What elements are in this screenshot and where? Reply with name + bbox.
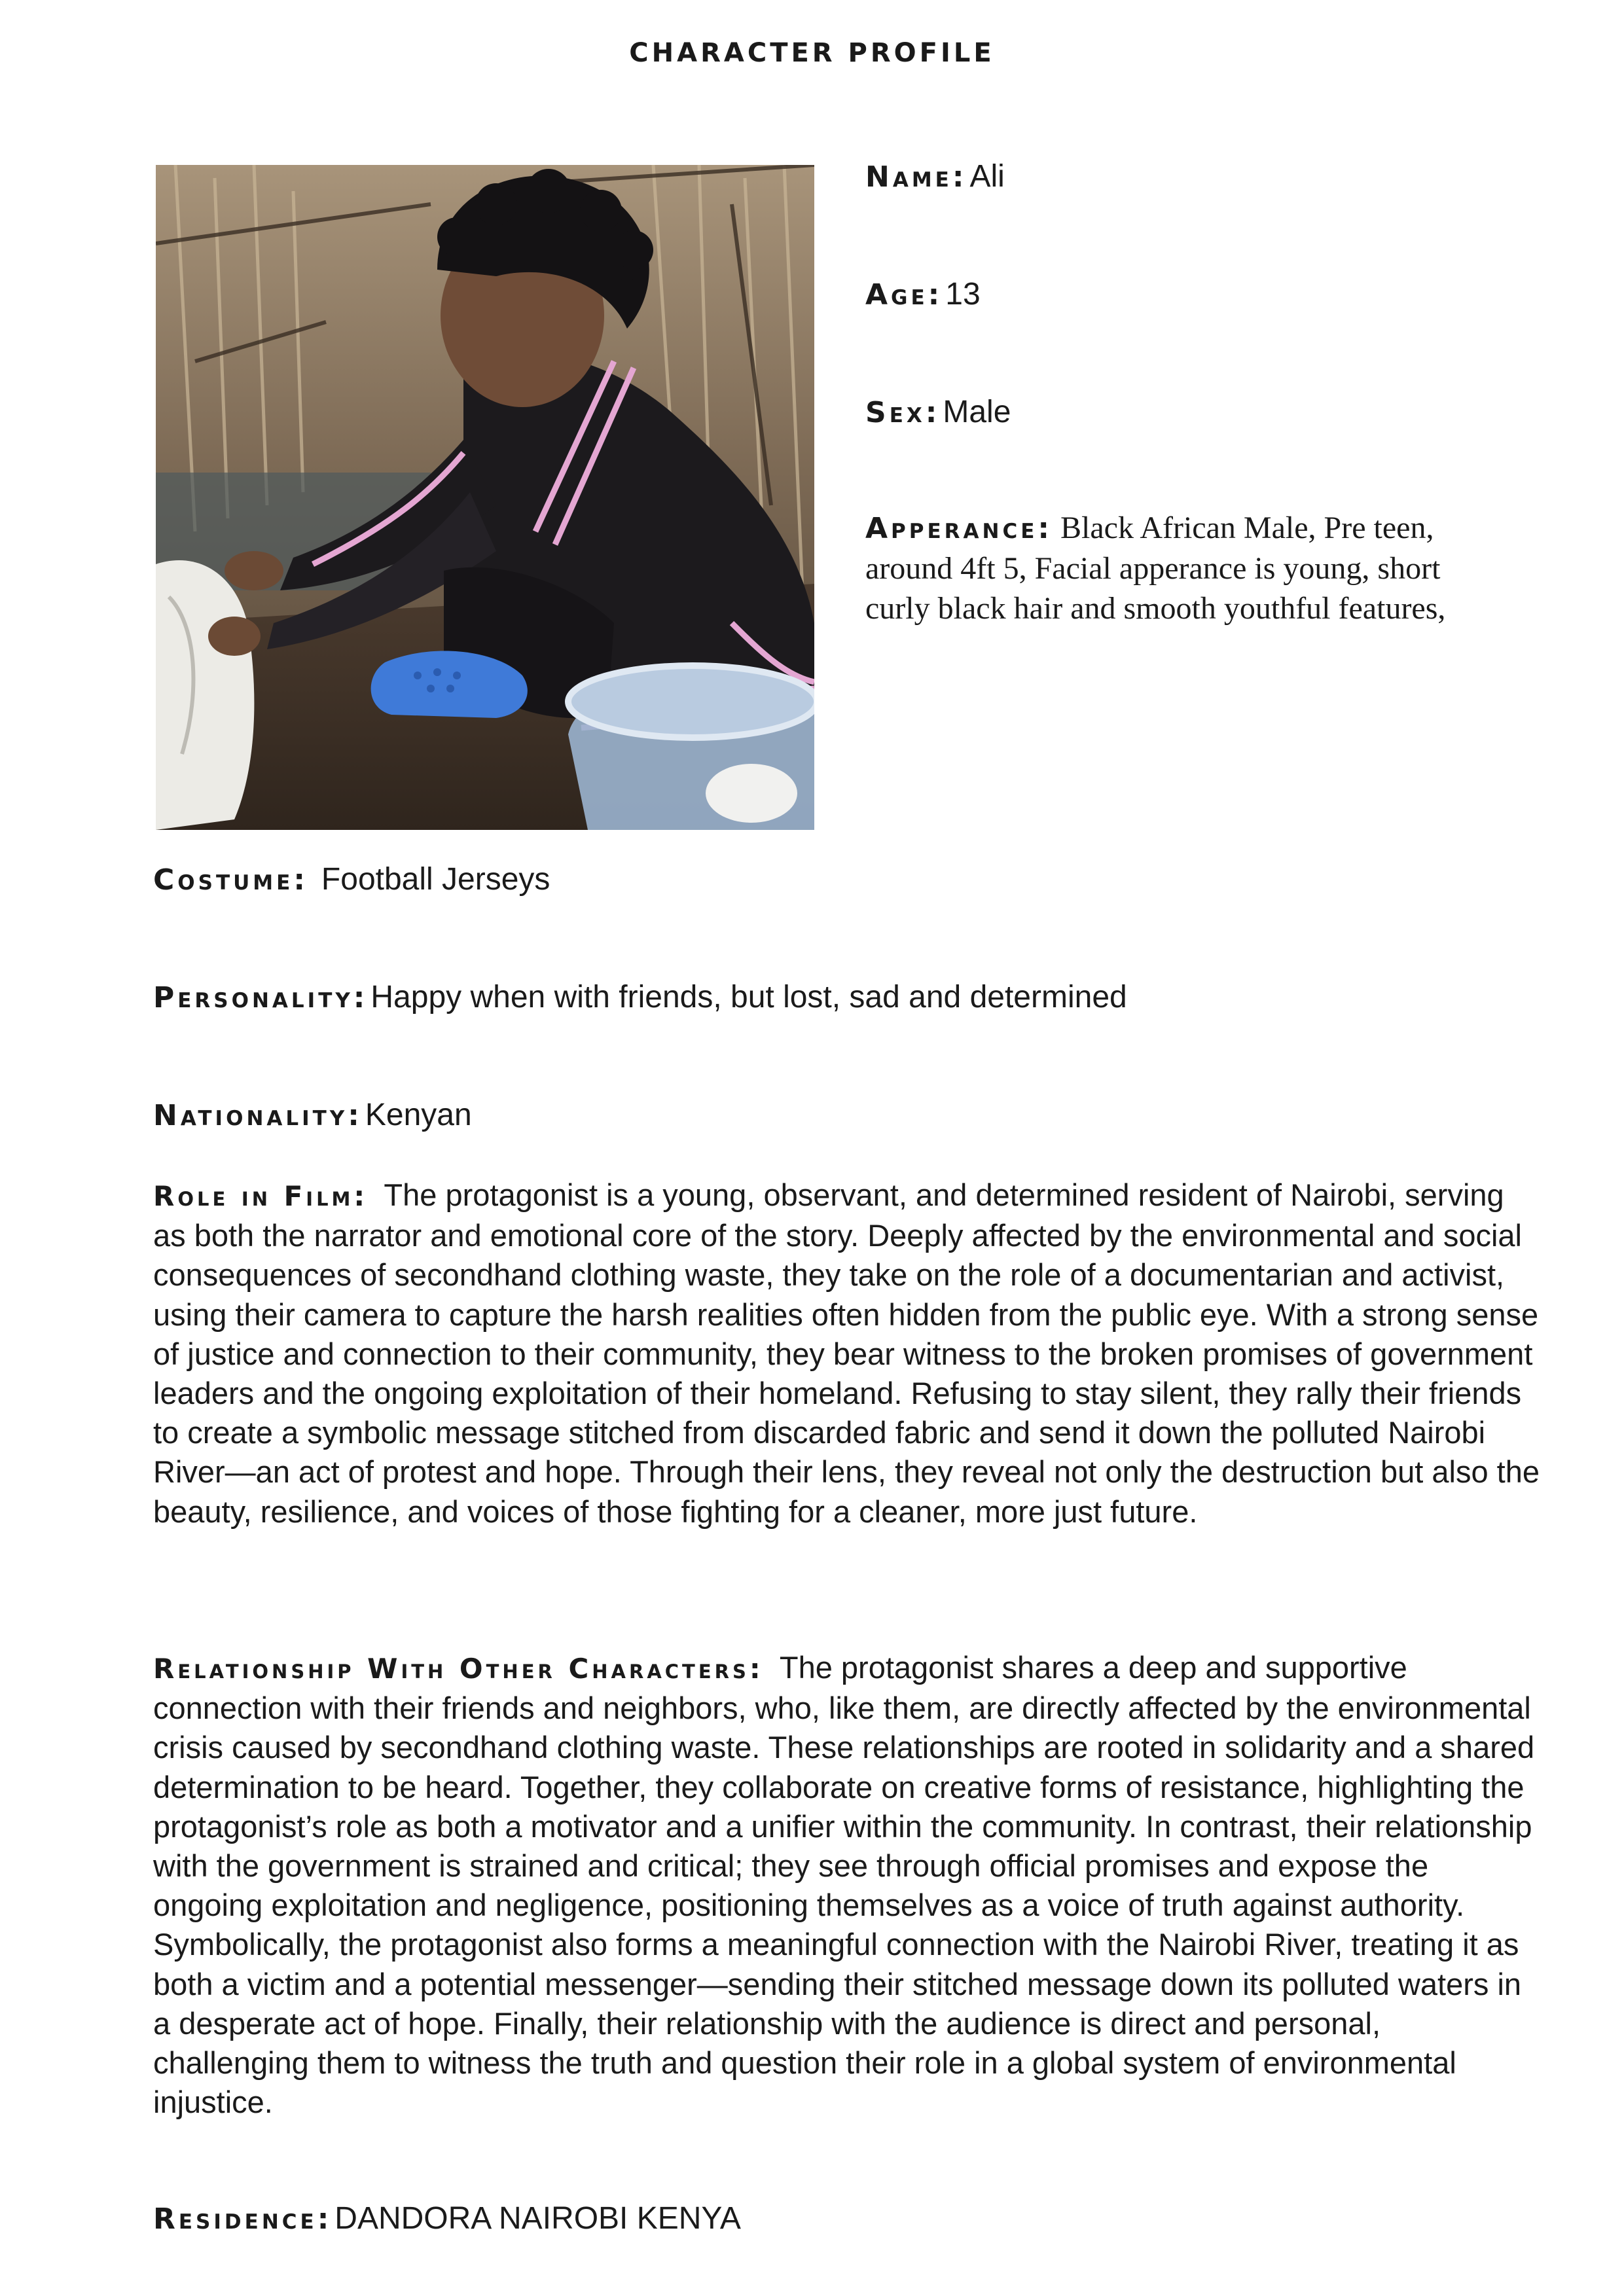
field-personality [153,979,1127,1015]
field-label: Sex: [865,396,941,429]
field-label: Name: [865,160,967,194]
field-label: Costume: [153,863,308,897]
field-value: Football Jerseys [321,862,550,897]
field-name [865,158,1005,194]
field-label: Role in Film: [153,1180,369,1212]
field-label: Residence: [153,2202,333,2236]
field-value: 13 [945,277,981,312]
field-age [865,276,981,312]
field-nationality [153,1097,472,1133]
field-label: Nationality: [153,1099,363,1132]
character-photo [156,165,814,830]
field-sex [865,394,1011,430]
field-value: The protagonist shares a deep and supportive connection with their friends and neighbors, who, like them, are directly affected by the environmental crisis caused by secondhand clothing waste. These relationships are rooted in solidarity and a shared determination to be heard. Together, they collaborate on creative forms of resistance, highlighting the protagonist’s role as both a motivator and a unifier within the community. In contrast, their relationship with the government is strained and critical; they see through official promises and expose the ongoing exploitation and negligence, positioning themselves as a voice of truth against authority. Symbolically, the protagonist also forms a meaningful connection with the Nairobi River, treating it as both a victim and a potential messenger—sending their stitched message down its polluted waters in a desperate act of hope. Finally, their relationship with the audience is direct and personal, challenging them to witness the truth and question their role in a global system of environmental injustice. [153,1650,1535,2120]
field-residence [153,2200,741,2236]
field-value: Kenyan [365,1098,472,1132]
field-value: DANDORA NAIROBI KENYA [334,2201,741,2236]
field-label: Personality: [153,981,369,1014]
field-appearance [865,508,1481,628]
page-title: CHARACTER PROFILE [629,38,995,68]
field-label: Relationship With Other Characters: [153,1653,764,1685]
field-label: Apperance: [865,512,1053,545]
field-costume [153,861,550,897]
field-label: Age: [865,278,943,312]
field-value: Happy when with friends, but lost, sad and determined [370,980,1127,1014]
field-role-in-film [153,1175,1540,1532]
field-value: The protagonist is a young, observant, and determined resident of Nairobi, serving as both the narrator and emotional core of the story. Deeply affected by the environmental and social consequences of secondhand clothing waste, they take on the role of a documentarian and activist, using their camera to capture the harsh realities often hidden from the public eye. With a strong sense of justice and connection to their community, they bear witness to the broken promises of government leaders and the ongoing exploitation of their homeland. Refusing to stay silent, they rally their friends to create a symbolic message stitched from discarded fabric and send it down the polluted Nairobi River—an act of protest and hope. Through their lens, they reveal not only the destruction but also the beauty, resilience, and voices of those fighting for a cleaner, more just future. [153,1177,1540,1529]
field-value: Ali [969,159,1005,194]
field-value: Male [943,395,1011,429]
field-relationship [153,1648,1540,2122]
field-value: Black African Male, Pre teen, around 4ft 5, Facial apperance is young, short curly black hair and smooth youthful features, [865,511,1446,626]
